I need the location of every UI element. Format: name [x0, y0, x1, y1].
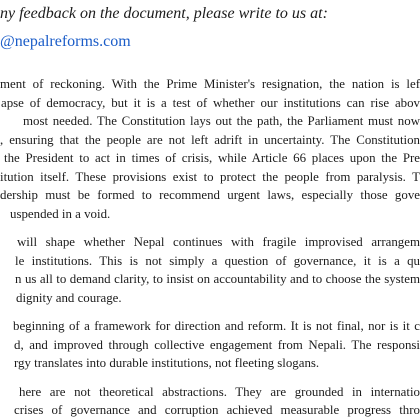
feedback-email-link[interactable]: @nepalreforms.com: [0, 33, 131, 50]
body-paragraph: [0, 317, 420, 373]
body-paragraph: [0, 383, 420, 420]
body-paragraph: [0, 75, 420, 223]
paragraph-line: dership must be formed to recommend urgent laws, especially those gove: [0, 188, 420, 202]
paragraph-line: uspended in a void.: [10, 206, 111, 221]
paragraph-line: beginning of a framework for direction and reform. It is not final, nor is it c: [13, 319, 420, 333]
paragraph-line: le institutions. This is not simply a question of governance, it is a qu: [15, 253, 420, 268]
paragraph-line: ment of reckoning. With the Prime Minister's resignation, the nation is lef: [0, 77, 420, 91]
paragraph-line: d, and improved through collective engagement from Nepali. The responsi: [14, 337, 420, 352]
paragraph-line: apse of democracy, but it is a test of whether our institutions can rise abov: [1, 95, 420, 110]
paragraph-line: here are not theoretical abstractions. They are grounded in internatio: [19, 384, 420, 399]
document-body: [0, 75, 420, 420]
paragraph-line: most needed. The Constitution lays out the path, the Parliament must now: [23, 114, 420, 128]
paragraph-line: itution itself. These provisions exist to protect the people from paralysis. T: [0, 169, 420, 184]
paragraph-line: crises of governance and corruption achieved measurable progress thro: [14, 403, 420, 417]
paragraph-line: rgy translates into durable institutions, not fleeting slogans.: [14, 356, 320, 370]
paragraph-line: , ensuring that the people are not left adrift in uncertainty. The Constitution: [0, 132, 420, 147]
paragraph-line: dignity and courage.: [16, 290, 122, 305]
paragraph-line: n us all to demand clarity, to insist on accountability and to choose the system: [15, 272, 420, 286]
feedback-note: ny feedback on the document, please write to us at:: [0, 5, 328, 22]
body-paragraph: [0, 233, 420, 307]
paragraph-line: the President to act in times of crisis, while Article 66 places upon the Pre: [4, 151, 420, 165]
paragraph-line: will shape whether Nepal continues with fragile improvised arrangem: [17, 235, 420, 249]
